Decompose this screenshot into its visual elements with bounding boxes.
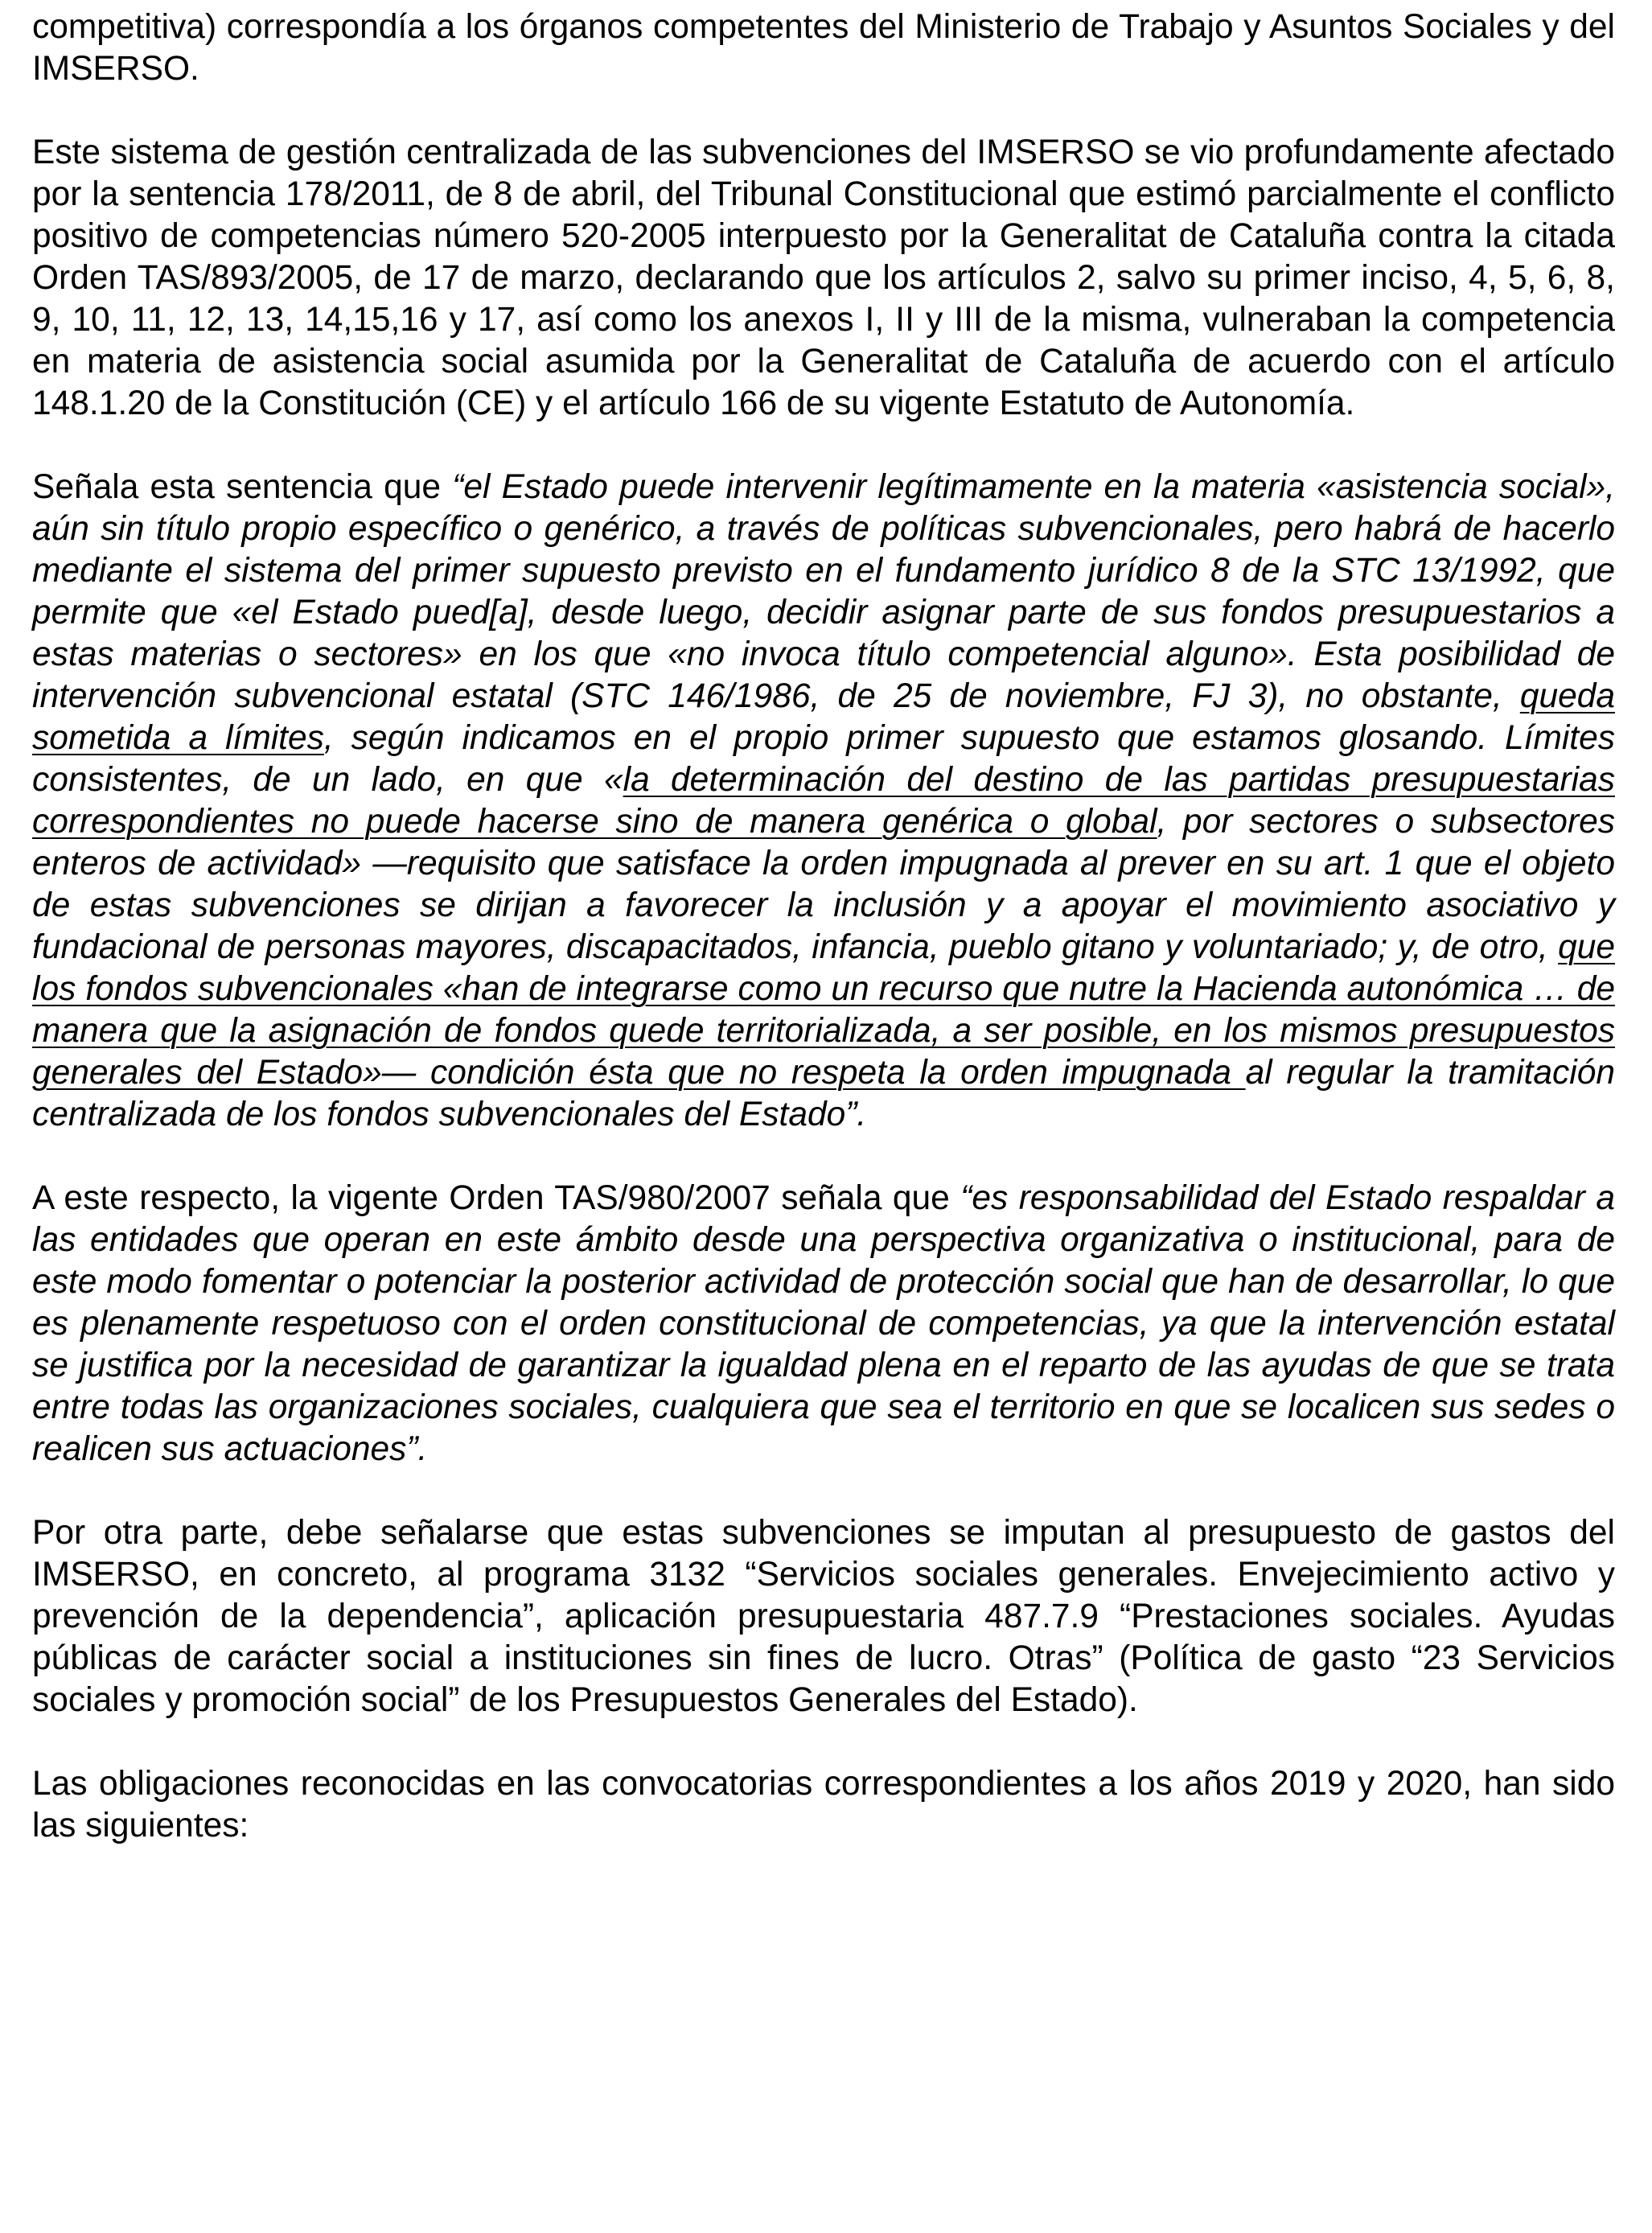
quote-part-1: “el Estado puede intervenir legítimamente en la materia «asistencia social», aún sin título propio específico o genérico, a través de políticas subvencionales, pero habrá de hacerlo mediante el sistema del primer supuesto previsto en el fundamento jurídico 8 de la STC 13/1992, que permite que «el Estado pued[a], desde luego, decidir asignar parte de sus fondos presupuestarios a estas materias o sectores» en los que «no invoca título competencial alguno». Esta posibilidad de intervención subvencional estatal (STC 146/1986, de 25 de noviembre, FJ 3), no obstante, (32, 468, 1615, 715)
quote-part-3: , por sectores o subsectores enteros de actividad» —requisito que satisface la orden impugnada al prever en su art. 1 que el objeto de estas subvenciones se dirijan a favorecer la inclusión y a apoyar el movimiento asociativo y fundacional de personas mayores, discapacitados, infancia, pueblo gitano y voluntariado; y, de otro, (32, 803, 1615, 966)
paragraph-6: Las obligaciones reconocidas en las convocatorias correspondientes a los años 2019 y 2020, han sido las siguientes: (32, 1765, 1615, 1844)
paragraph-4-quote: “es responsabilidad del Estado respaldar a las entidades que operan en este ámbito desde una perspectiva organizativa o institucional, para de este modo fomentar o potenciar la posterior actividad de protección social que han de desarrollar, lo que es plenamente respetuoso con el orden constitucional de competencias, ya que la intervención estatal se justifica por la necesidad de garantizar la igualdad plena en el reparto de las ayudas de que se trata entre todas las organizaciones sociales, cualquiera que sea el territorio en que se localicen sus sedes o realicen sus actuaciones”. (32, 1179, 1615, 1468)
underlined-quote-3: que los fondos subvencionales «han de integrarse como un recurso que nutre la Hacienda autonómica … de manera que la asignación de fondos quede territorializada, a ser posible, en los mismos presupuestos generales del Estado»— condición ésta que no respeta la orden impugnada (32, 928, 1615, 1092)
paragraph-4 (32, 1178, 1615, 1470)
paragraph-3-intro: Señala esta sentencia que (32, 468, 453, 506)
paragraph-5: Por otra parte, debe señalarse que estas subvenciones se imputan al presupuesto de gastos del IMSERSO, en concreto, al programa 3132 “Servicios sociales generales. Envejecimiento activo y prevención de la dependencia”, aplicación presupuestaria 487.7.9 “Prestaciones sociales. Ayudas públicas de carácter social a instituciones sin fines de lucro. Otras” (Política de gasto “23 Servicios sociales y promoción social” de los Presupuestos Generales del Estado). (32, 1514, 1615, 1719)
quote-part-4: al regular la tramitación centralizada de los fondos subvencionales del Estado”. (32, 1054, 1615, 1133)
paragraph-2: Este sistema de gestión centralizada de las subvenciones del IMSERSO se vio profundamente afectado por la sentencia 178/2011, de 8 de abril, del Tribunal Constitucional que estimó parcialmente el conflicto positivo de competencias número 520-2005 interpuesto por la Generalitat de Cataluña contra la citada Orden TAS/893/2005, de 17 de marzo, declarando que los artículos 2, salvo su primer inciso, 4, 5, 6, 8, 9, 10, 11, 12, 13, 14,15,16 y 17, así como los anexos I, II y III de la misma, vulneraban la competencia en materia de asistencia social asumida por la Generalitat de Cataluña de acuerdo con el artículo 148.1.20 de la Constitución (CE) y el artículo 166 de su vigente Estatuto de Autonomía. (32, 134, 1615, 422)
paragraph-4-intro: A este respecto, la vigente Orden TAS/980/2007 señala que (32, 1179, 961, 1217)
underlined-quote-2: la determinación del destino de las partidas presupuestarias correspondientes no puede hacerse sino de manera genérica o global (32, 761, 1615, 841)
document-page (32, 6, 1615, 1847)
underlined-quote-1: queda sometida a límites (32, 677, 1615, 757)
paragraph-3 (32, 467, 1615, 1136)
paragraph-1: competitiva) correspondía a los órganos competentes del Ministerio de Trabajo y Asuntos Sociales y del IMSERSO. (32, 8, 1615, 88)
quote-part-2: , según indicamos en el propio primer supuesto que estamos glosando. Límites consistentes, de un lado, en que « (32, 719, 1615, 799)
